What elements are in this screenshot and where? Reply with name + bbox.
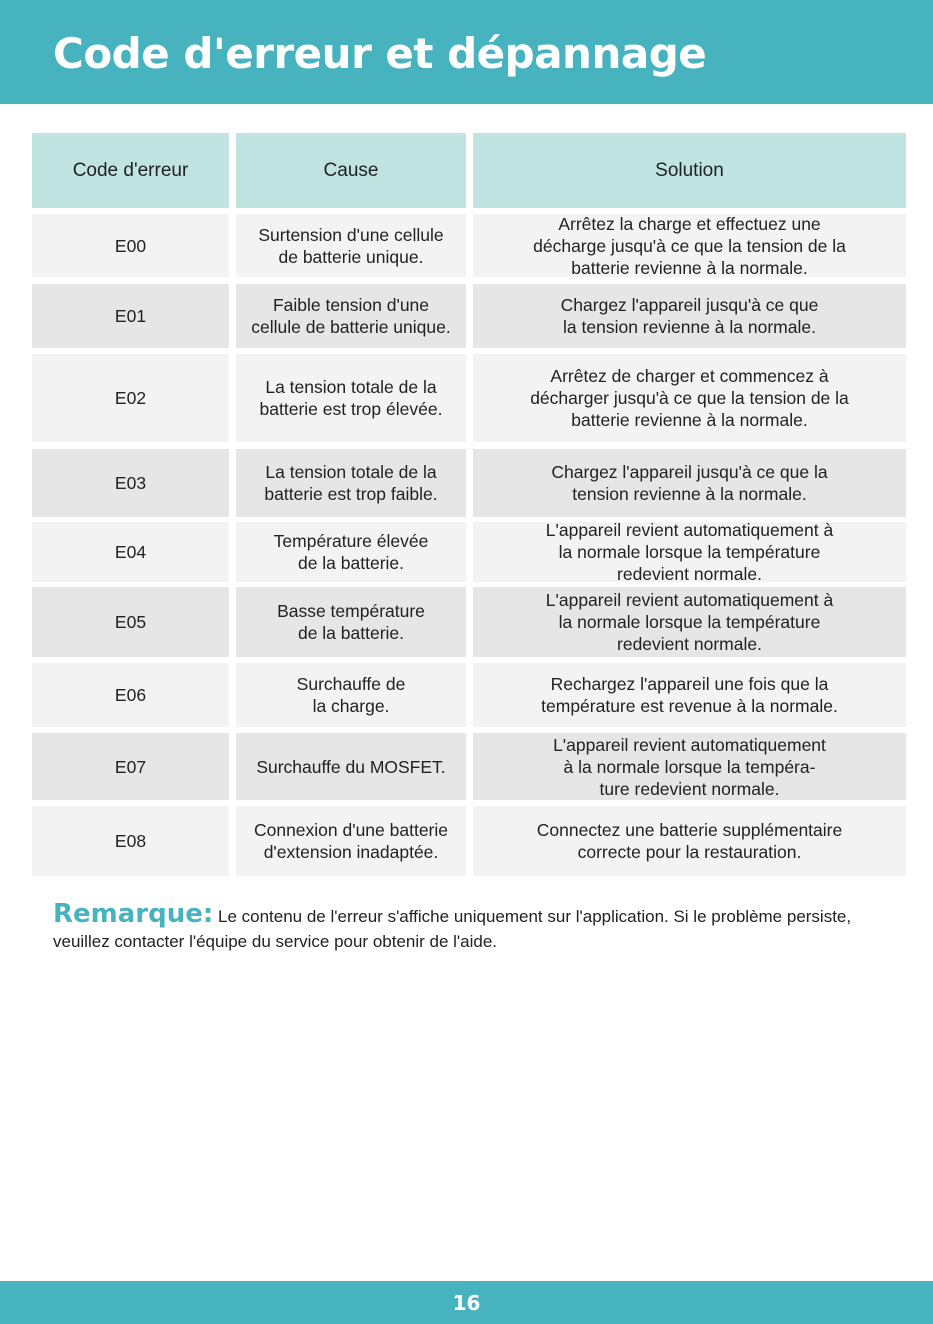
cause-cell-line: batterie est trop faible.: [264, 484, 438, 504]
solution-cell-line: tension revienne à la normale.: [572, 484, 807, 504]
error-code-cell: E03: [32, 449, 229, 517]
solution-cell-line: la tension revienne à la normale.: [563, 317, 816, 337]
page-header: [0, 0, 933, 104]
cause-cell-line: Température élevée: [273, 531, 429, 551]
page-footer: [0, 1281, 933, 1324]
solution-cell-line: L'appareil revient automatiquement à: [545, 520, 834, 540]
cause-cell-line: la charge.: [312, 696, 390, 716]
solution-cell: [473, 663, 906, 727]
cause-cell-line: cellule de batterie unique.: [251, 317, 451, 337]
cause-cell-line: de la batterie.: [297, 553, 405, 573]
cause-cell: [236, 663, 466, 727]
cause-cell-line: d'extension inadaptée.: [263, 842, 439, 862]
cause-cell-line: Surchauffe de: [296, 674, 406, 694]
solution-cell: [473, 354, 906, 442]
cause-cell: [236, 733, 466, 800]
page-number: 16: [452, 1290, 481, 1315]
solution-cell: [473, 587, 906, 657]
cause-cell: [236, 214, 466, 277]
solution-cell: [473, 284, 906, 348]
page-title: Code d'erreur et dépannage: [53, 29, 707, 78]
cause-cell-line: Basse température: [277, 601, 425, 621]
cause-cell: [236, 806, 466, 876]
cause-cell-line: de la batterie.: [297, 623, 405, 643]
column-header-code: Code d'erreur: [32, 133, 229, 208]
cause-cell: [236, 522, 466, 582]
cause-cell-line: de batterie unique.: [278, 246, 424, 267]
cause-cell-line: Faible tension d'une: [272, 295, 430, 315]
solution-cell-line: à la normale lorsque la tempéra-: [563, 756, 816, 777]
column-header-solution: Solution: [473, 133, 906, 208]
solution-cell-line: Rechargez l'appareil une fois que la: [550, 674, 829, 694]
cause-cell-line: Surchauffe du MOSFET.: [256, 756, 446, 777]
cause-cell: [236, 284, 466, 348]
solution-cell-line: température est revenue à la normale.: [541, 696, 838, 716]
note-label: Remarque:: [53, 899, 214, 929]
solution-cell-line: correcte pour la restauration.: [577, 842, 802, 862]
error-code-cell: E01: [32, 284, 229, 348]
solution-cell-line: redevient normale.: [617, 564, 762, 584]
solution-cell-line: Chargez l'appareil jusqu'à ce que: [560, 295, 819, 315]
solution-cell: [473, 449, 906, 517]
solution-cell-line: décharge jusqu'à ce que la tension de la: [533, 235, 846, 256]
solution-cell-line: Arrêtez la charge et effectuez une: [558, 213, 821, 234]
cause-cell-line: La tension totale de la: [265, 377, 437, 397]
cause-cell: [236, 354, 466, 442]
error-code-cell: E08: [32, 806, 229, 876]
solution-cell-line: batterie revienne à la normale.: [571, 257, 808, 278]
cause-cell: [236, 449, 466, 517]
solution-cell-line: L'appareil revient automatiquement à: [545, 590, 834, 610]
solution-cell-line: Arrêtez de charger et commencez à: [550, 366, 829, 386]
solution-cell-line: Chargez l'appareil jusqu'à ce que la: [551, 462, 828, 482]
cause-cell-line: batterie est trop élevée.: [259, 399, 443, 419]
column-header-cause: Cause: [236, 133, 466, 208]
error-code-cell: E00: [32, 214, 229, 277]
solution-cell: [473, 806, 906, 876]
solution-cell-line: Connectez une batterie supplémentaire: [536, 820, 843, 840]
error-code-cell: E07: [32, 733, 229, 800]
error-code-cell: E05: [32, 587, 229, 657]
cause-cell: [236, 587, 466, 657]
solution-cell: [473, 214, 906, 277]
error-code-cell: E06: [32, 663, 229, 727]
cause-cell-line: Surtension d'une cellule: [258, 224, 444, 245]
error-code-cell: E02: [32, 354, 229, 442]
note-text: Le contenu de l'erreur s'affiche uniquement sur l'application. Si le problème persiste, veuillez contacter l'équipe du service pour obtenir de l'aide.: [53, 907, 852, 951]
solution-cell-line: la normale lorsque la température: [558, 542, 821, 562]
note: [53, 899, 883, 954]
solution-cell: [473, 522, 906, 582]
solution-cell: [473, 733, 906, 800]
solution-cell-line: batterie revienne à la normale.: [571, 410, 808, 430]
cause-cell-line: La tension totale de la: [265, 462, 437, 482]
cause-cell-line: Connexion d'une batterie: [253, 820, 449, 840]
solution-cell-line: ture redevient normale.: [599, 778, 780, 799]
solution-cell-line: L'appareil revient automatiquement: [553, 734, 826, 755]
error-code-cell: E04: [32, 522, 229, 582]
solution-cell-line: redevient normale.: [617, 634, 762, 654]
solution-cell-line: décharger jusqu'à ce que la tension de la: [530, 388, 849, 408]
solution-cell-line: la normale lorsque la température: [558, 612, 821, 632]
